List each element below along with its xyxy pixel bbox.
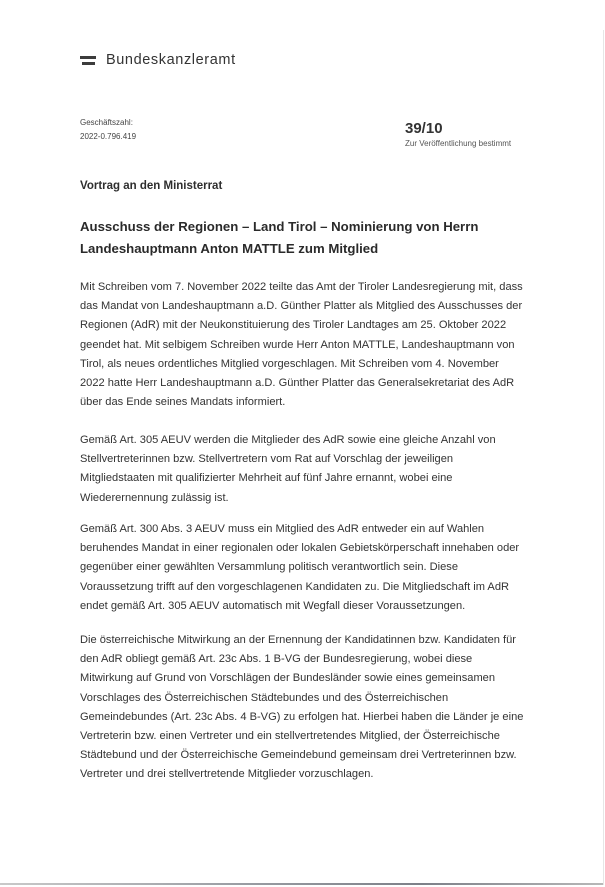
text-line: Voraussetzung trifft auf den vorgeschlagenen Kandidaten zu. Die Mitgliedschaft im AdR [80,580,510,593]
header-logo [80,52,236,68]
text-line: Vertreterin bzw. einen Vertreter und ein stellvertretendes Mitglied, der Österreichische [80,730,500,743]
text-line: Gemäß Art. 305 AEUV werden die Mitglieder des AdR sowie eine gleiche Anzahl von [80,434,496,446]
text-line: Vorschlages des Österreichischen Städtebundes und des Österreichischen [80,691,449,704]
text-line: Die österreichische Mitwirkung an der Ernennung der Kandidatinnen bzw. Kandidaten für [80,634,516,646]
scan-edge-right [603,30,604,885]
reference-label: Geschäftszahl: [80,118,133,127]
text-line: Mitgliedstaaten mit qualifizierter Mehrheit auf fünf Jahre ernannt, wobei eine [80,472,453,485]
document-title [80,216,540,260]
text-line: das Mandat von Landeshauptmann a.D. Günther Platter als Mitglied des Ausschusses der [80,300,523,313]
paragraph-3 [80,520,550,616]
publication-note: Zur Veröffentlichung bestimmt [405,139,512,148]
text-line: gegenüber einer gewählten Versammlung politisch verantwortlich sein. Diese [80,561,459,574]
paragraph-1 [80,278,550,412]
text-line: Mitwirkung auf Grund von Vorschlägen der Bundesländer sowie eines gemeinsamen [80,672,496,685]
text-line: Vertreter und drei stellvertretende Mitglieder vorzuschlagen. [80,768,374,781]
text-line: Stellvertreterinnen bzw. Stellvertretern vom Rat auf Vorschlag der jeweiligen [80,453,454,466]
paragraph-4 [80,631,550,785]
agenda-block [405,120,511,148]
federal-chancellery-logo-icon [80,55,96,66]
agenda-number: 39/10 [405,120,443,137]
text-line: Regionen (AdR) mit der Neukonstituierung des Tiroler Landtages am 25. Oktober 2022 [80,319,507,332]
paragraph-2 [80,431,550,508]
title-line: Ausschuss der Regionen – Land Tirol – Nominierung von Herrn [80,219,479,234]
reference-block [80,116,136,144]
text-line: den AdR obliegt gemäß Art. 23c Abs. 1 B-VG der Bundesregierung, wobei diese [80,653,473,666]
text-line: Tirol, als neues ordentliches Mitglied vorgeschlagen. Mit Schreiben vom 4. November [80,357,499,370]
text-line: beruhendes Mandat in einer regionalen oder lokalen Gebietskörperschaft innehaben oder [80,542,520,555]
text-line: Mit Schreiben vom 7. November 2022 teilte das Amt der Tiroler Landesregierung mit, dass [80,281,523,293]
reference-value: 2022-0.796.419 [80,132,137,141]
text-line: über das Ende seines Mandats informiert. [80,396,286,409]
text-line: 2022 hatte Herr Landeshauptmann a.D. Günther Platter das Generalsekretariat des AdR [80,377,515,390]
text-line: Gemeindebundes (Art. 23c Abs. 4 B-VG) zu erfolgen hat. Hierbei haben die Länder je eine [80,710,524,723]
scan-edge-bottom [0,883,603,885]
text-line: Gemäß Art. 300 Abs. 3 AEUV muss ein Mitglied des AdR entweder ein auf Wahlen [80,523,485,535]
text-line: endet gemäß Art. 305 AEUV automatisch mit Wegfall dieser Voraussetzungen. [80,599,466,612]
text-line: Wiederernennung zulässig ist. [80,491,229,504]
text-line: geendet hat. Mit selbigem Schreiben wurde Herr Anton MATTLE, Landeshauptmann von [80,338,515,351]
document-type-heading: Vortrag an den Ministerrat [80,180,223,192]
logo-text: Bundeskanzleramt [106,52,236,68]
text-line: Städtebund und der Österreichische Gemeindebund gemeinsam drei Vertreterinnen bzw. [80,749,517,762]
title-line: Landeshauptmann Anton MATTLE zum Mitglied [80,241,379,256]
